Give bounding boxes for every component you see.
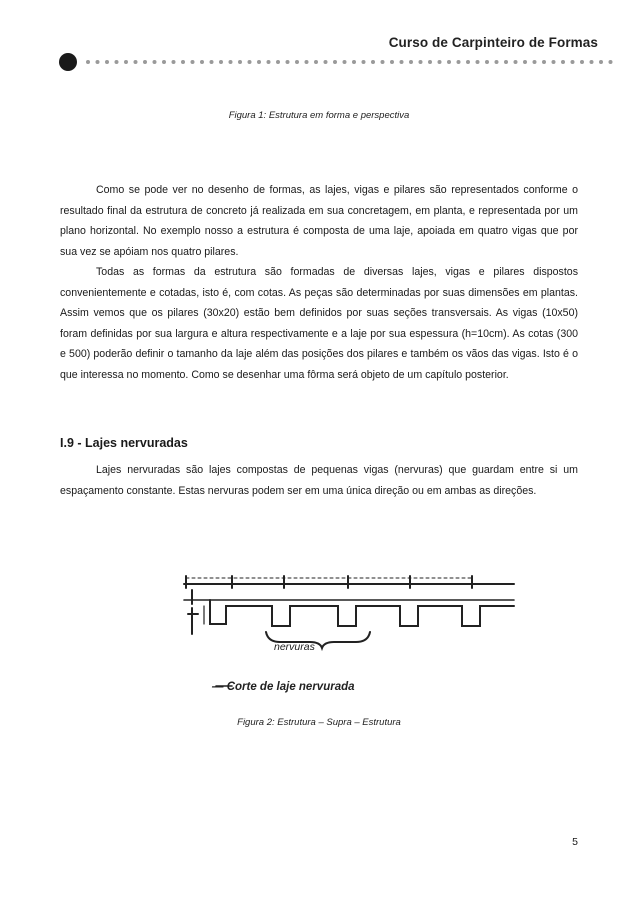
header-rule-dot bbox=[153, 60, 157, 64]
header-rule-dot bbox=[229, 60, 233, 64]
header-rule-dot bbox=[514, 60, 518, 64]
header-rule-dot bbox=[191, 60, 195, 64]
header-rule-dot bbox=[257, 60, 261, 64]
body-paragraph-1: Como se pode ver no desenho de formas, as lajes, vigas e pilares são representados conforme o resultado final da estrutura de concreto já realizada em sua concretagem, em planta, e representada por um plano horizontal. No exemplo nosso a estrutura é composta de uma laje, apoiada em quatro vigas que por sua vez se apóiam nos quatro pilares. bbox=[60, 184, 578, 258]
header-rule-dot bbox=[105, 60, 109, 64]
header-rule-dot bbox=[409, 60, 413, 64]
header-rule-dot bbox=[495, 60, 499, 64]
header-rule-dot bbox=[200, 60, 204, 64]
header-rule-dot bbox=[333, 60, 337, 64]
header-rule-dot bbox=[267, 60, 271, 64]
header-rule-dot bbox=[419, 60, 423, 64]
header-rule-dot bbox=[381, 60, 385, 64]
header-rule-dot bbox=[523, 60, 527, 64]
header-dotted-rule bbox=[58, 52, 618, 72]
header-rule-dot bbox=[438, 60, 442, 64]
header-rule-dot bbox=[542, 60, 546, 64]
header-rule-dot bbox=[96, 60, 100, 64]
header-rule-dot bbox=[181, 60, 185, 64]
header-rule-dot bbox=[390, 60, 394, 64]
header-rule-dot bbox=[571, 60, 575, 64]
header-rule-dot bbox=[533, 60, 537, 64]
section-cut-label: — Corte de laje nervurada bbox=[212, 681, 355, 693]
header-rule-dot bbox=[172, 60, 176, 64]
header-rule-dot bbox=[362, 60, 366, 64]
header-rule-dot bbox=[552, 60, 556, 64]
header-rule-dot bbox=[343, 60, 347, 64]
header-rule-dot bbox=[400, 60, 404, 64]
page-number: 5 bbox=[572, 836, 578, 848]
section-paragraph: Lajes nervuradas são lajes compostas de pequenas vigas (nervuras) que guardam entre si um espaçamento constante. Estas nervuras podem ser em uma única direção ou em ambas as direções. bbox=[60, 464, 578, 497]
header-rule-dot bbox=[599, 60, 603, 64]
header-rule-dot bbox=[286, 60, 290, 64]
header-rule-dot bbox=[248, 60, 252, 64]
header-rule-dot bbox=[352, 60, 356, 64]
header-rule-dot bbox=[447, 60, 451, 64]
header-rule-dot bbox=[561, 60, 565, 64]
ribbed-slab-drawing bbox=[172, 548, 520, 700]
figure1-caption: Figura 1: Estrutura em forma e perspectiva bbox=[228, 110, 410, 121]
header-rule-dot bbox=[162, 60, 166, 64]
header-rule-dot bbox=[238, 60, 242, 64]
header-rule-dot bbox=[485, 60, 489, 64]
header-rule-dot bbox=[295, 60, 299, 64]
header-rule-dot bbox=[314, 60, 318, 64]
section-title: I.9 - Lajes nervuradas bbox=[60, 436, 188, 450]
header-course-title: Curso de Carpinteiro de Formas bbox=[388, 35, 598, 50]
header-rule-dot bbox=[210, 60, 214, 64]
figure2-caption: Figura 2: Estrutura – Supra – Estrutura bbox=[237, 717, 401, 728]
header-rule-dot bbox=[324, 60, 328, 64]
nervuras-label: nervuras bbox=[274, 641, 315, 653]
header-rule-dot bbox=[504, 60, 508, 64]
header-rule-dot bbox=[371, 60, 375, 64]
header-rule-dot bbox=[124, 60, 128, 64]
header-rule-dot bbox=[476, 60, 480, 64]
body-paragraph-2: Todas as formas da estrutura são formadas de diversas lajes, vigas e pilares dispostos convenientemente e cotadas, isto é, com cotas. As peças são determinadas por suas dimensões em plantas. Assim vemos que os pilares (30x20) estão bem definidos por suas seções transversais. As vigas (10x50) foram definidas por sua largura e altura respectivamente e a laje por sua espessura (h=10cm). As cotas (300 e 500) poderão definir o tamanho da laje além das posições dos pilares e também os vãos das vigas. Isto é o que interessa no momento. Como se desenhar uma fôrma será objeto de um capítulo posterior. bbox=[60, 266, 578, 381]
header-rule-dot bbox=[276, 60, 280, 64]
header-rule-dot bbox=[86, 60, 90, 64]
header-rule-dot bbox=[457, 60, 461, 64]
header-rule-dot bbox=[580, 60, 584, 64]
header-rule-dot bbox=[590, 60, 594, 64]
header-rule-dot bbox=[143, 60, 147, 64]
header-rule-dot bbox=[115, 60, 119, 64]
header-rule-dot bbox=[219, 60, 223, 64]
header-rule-dot bbox=[609, 60, 613, 64]
header-rule-dot bbox=[305, 60, 309, 64]
header-rule-dot bbox=[466, 60, 470, 64]
header-rule-dot bbox=[134, 60, 138, 64]
header-rule-dot bbox=[428, 60, 432, 64]
